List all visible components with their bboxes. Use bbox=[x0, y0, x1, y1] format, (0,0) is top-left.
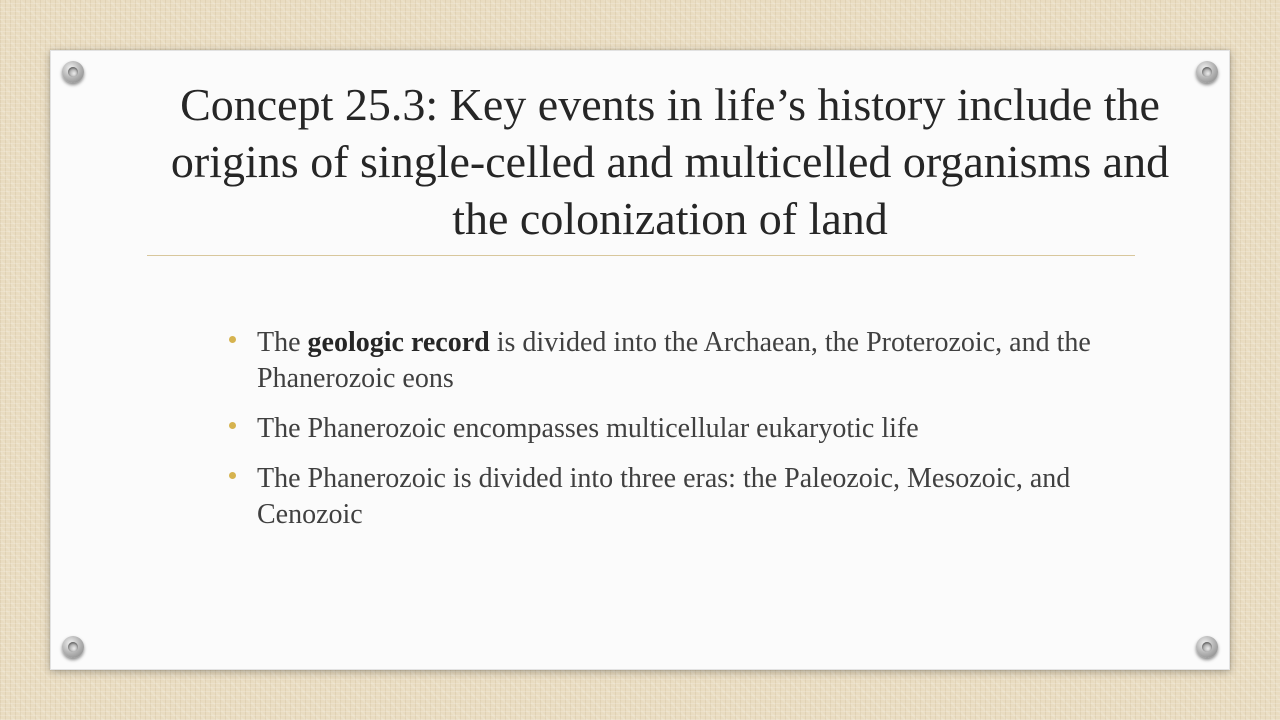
bullet-item-phanerozoic-life bbox=[228, 411, 1128, 447]
bullet-dot-icon bbox=[229, 336, 236, 343]
top-right-pushpin-icon bbox=[1196, 61, 1218, 83]
bottom-right-pushpin-icon bbox=[1196, 636, 1218, 658]
bullet-dot-icon bbox=[229, 472, 236, 479]
bullet-item-phanerozoic-eras bbox=[228, 461, 1128, 533]
bullet-text-pre: The Phanerozoic is divided into three eras: the Paleozoic, Mesozoic, and Cenozoic bbox=[257, 463, 1071, 530]
bullet-text-pre: The Phanerozoic encompasses multicellular eukaryotic life bbox=[257, 413, 919, 444]
bullet-text bbox=[257, 413, 919, 444]
top-left-pushpin-icon bbox=[62, 61, 84, 83]
bullet-text bbox=[257, 463, 1070, 530]
slide-title: Concept 25.3: Key events in life’s history include the origins of single-celled and multicelled organisms and the colonization of land bbox=[170, 79, 1170, 244]
bullet-item-geologic-record bbox=[228, 325, 1128, 397]
title-divider bbox=[147, 255, 1135, 256]
bullet-text-bold: geologic record bbox=[307, 327, 490, 358]
bullet-list bbox=[228, 325, 1128, 547]
bullet-dot-icon bbox=[229, 422, 236, 429]
bottom-left-pushpin-icon bbox=[62, 636, 84, 658]
bullet-text-post: is divided into the Archaean, the Proterozoic, and the Phanerozoic eons bbox=[257, 327, 1091, 394]
bullet-text bbox=[257, 327, 1091, 394]
bullet-text-pre: The bbox=[257, 327, 308, 358]
